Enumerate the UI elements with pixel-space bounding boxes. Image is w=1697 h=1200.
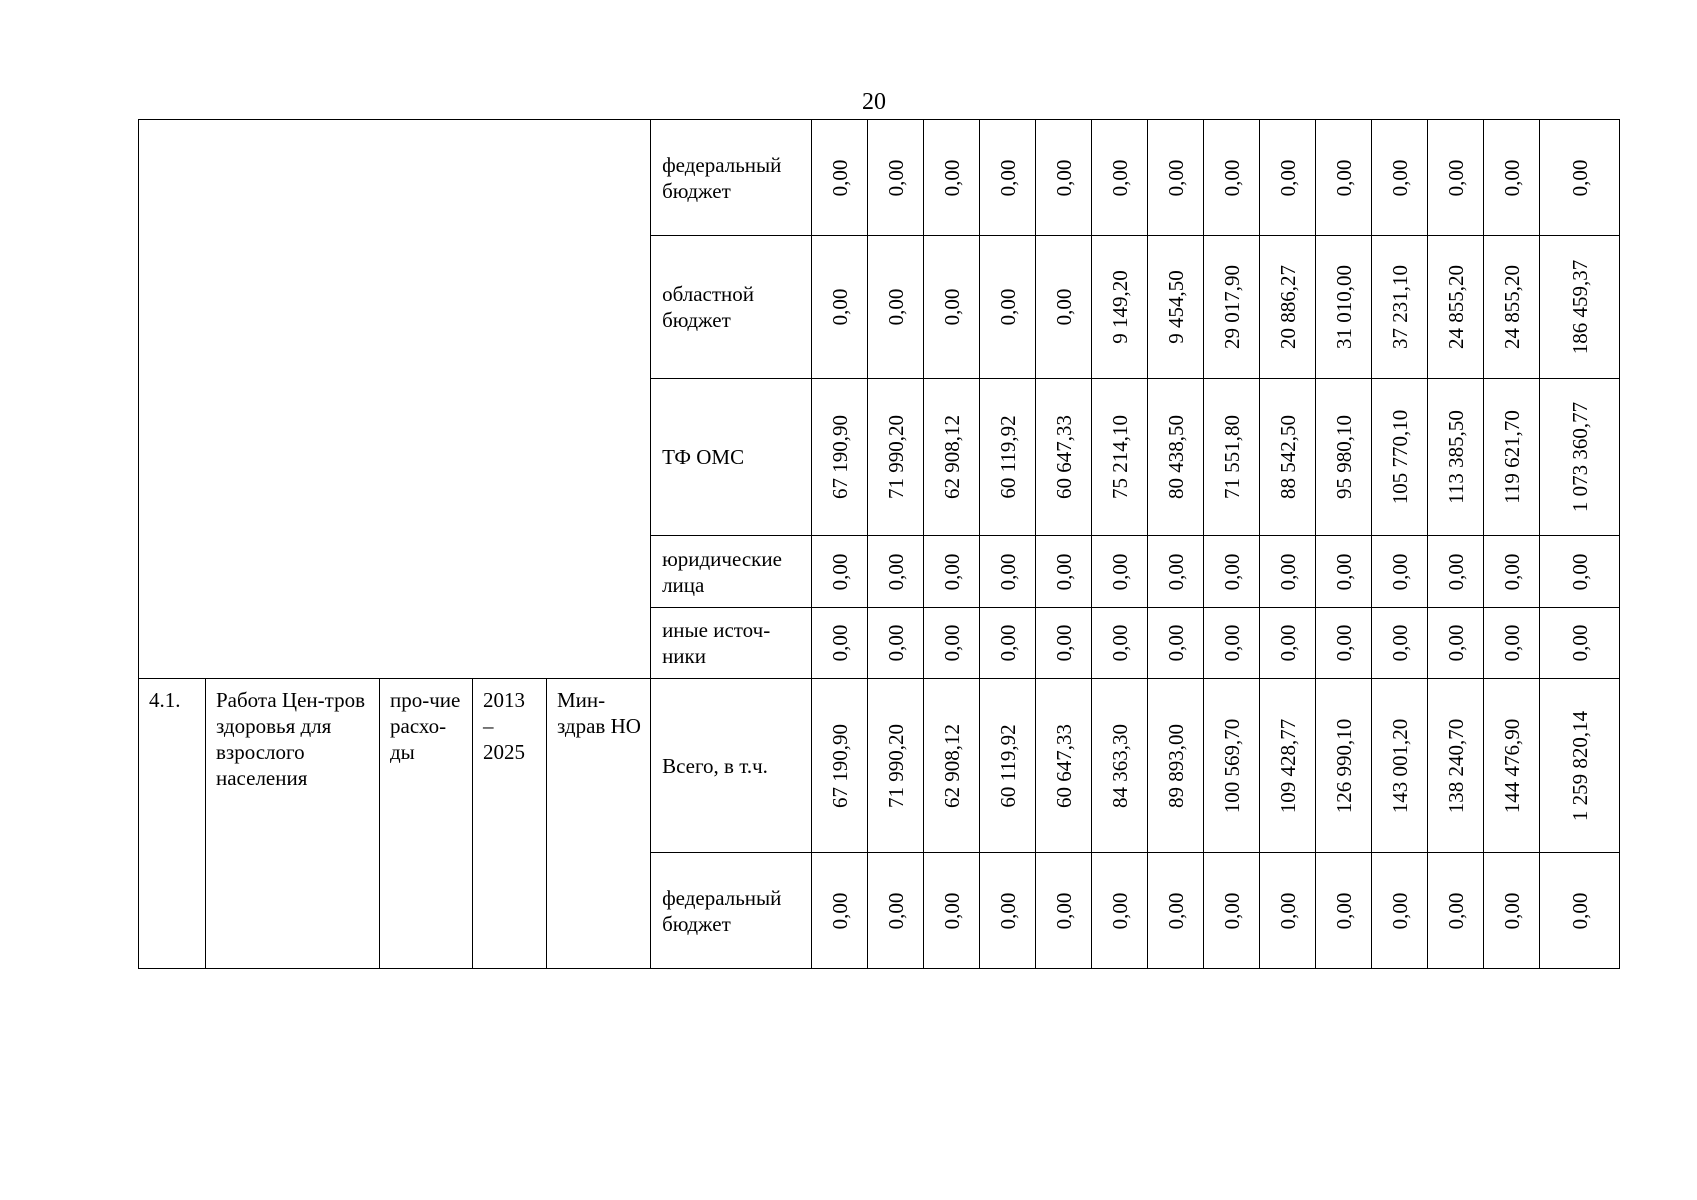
value-text: 0,00 bbox=[1219, 892, 1244, 929]
value-cell bbox=[1316, 679, 1372, 853]
value-text: 0,00 bbox=[1107, 553, 1132, 590]
value-cell bbox=[1148, 679, 1204, 853]
value-text: 0,00 bbox=[883, 159, 908, 196]
value-text: 0,00 bbox=[827, 892, 852, 929]
value-cell bbox=[868, 608, 924, 679]
item-number: 4.1. bbox=[139, 679, 206, 969]
value-text: 0,00 bbox=[1051, 892, 1076, 929]
value-text: 0,00 bbox=[1163, 892, 1188, 929]
value-text: 0,00 bbox=[995, 288, 1020, 326]
value-text: 71 551,80 bbox=[1219, 415, 1244, 499]
value-cell bbox=[1484, 608, 1540, 679]
value-text: 0,00 bbox=[827, 624, 852, 662]
value-cell bbox=[812, 679, 868, 853]
continued-blank-cell bbox=[139, 120, 651, 679]
value-text: 113 385,50 bbox=[1443, 410, 1468, 504]
value-text: 0,00 bbox=[1443, 624, 1468, 662]
value-text: 62 908,12 bbox=[939, 723, 964, 808]
value-text: 119 621,70 bbox=[1499, 410, 1524, 504]
value-text: 0,00 bbox=[1387, 553, 1412, 590]
value-text: 0,00 bbox=[1275, 553, 1300, 590]
value-text: 0,00 bbox=[1331, 892, 1356, 929]
value-cell bbox=[1204, 608, 1260, 679]
value-cell bbox=[924, 536, 980, 608]
value-cell bbox=[1260, 536, 1316, 608]
value-cell bbox=[1484, 536, 1540, 608]
value-text: 20 886,27 bbox=[1275, 265, 1300, 349]
value-cell bbox=[868, 853, 924, 969]
value-cell bbox=[1036, 536, 1092, 608]
value-text: 0,00 bbox=[995, 624, 1020, 662]
value-cell bbox=[1204, 679, 1260, 853]
value-text: 0,00 bbox=[1499, 159, 1524, 196]
value-cell bbox=[1484, 679, 1540, 853]
funding-source: областной бюджет bbox=[651, 236, 812, 379]
value-cell bbox=[1204, 536, 1260, 608]
value-cell bbox=[1204, 379, 1260, 536]
value-text: 0,00 bbox=[1567, 553, 1592, 590]
value-cell bbox=[1092, 236, 1148, 379]
value-cell bbox=[1428, 679, 1484, 853]
value-text: 1 073 360,77 bbox=[1567, 401, 1592, 513]
budget-table bbox=[138, 119, 1620, 969]
funding-source: ТФ ОМС bbox=[651, 379, 812, 536]
value-text: 186 459,37 bbox=[1567, 259, 1592, 355]
value-text: 0,00 bbox=[1051, 159, 1076, 196]
value-cell bbox=[1540, 236, 1620, 379]
value-text: 0,00 bbox=[1051, 288, 1076, 326]
value-cell bbox=[1372, 379, 1428, 536]
value-text: 24 855,20 bbox=[1499, 265, 1524, 349]
value-text: 0,00 bbox=[1275, 624, 1300, 662]
value-text: 0,00 bbox=[1387, 159, 1412, 196]
value-cell bbox=[924, 120, 980, 236]
value-text: 0,00 bbox=[995, 892, 1020, 929]
value-text: 0,00 bbox=[939, 159, 964, 196]
value-cell bbox=[812, 236, 868, 379]
value-cell bbox=[1260, 120, 1316, 236]
value-text: 0,00 bbox=[1443, 553, 1468, 590]
value-text: 1 259 820,14 bbox=[1567, 710, 1592, 821]
value-cell bbox=[924, 608, 980, 679]
value-cell bbox=[1316, 379, 1372, 536]
value-text: 0,00 bbox=[1275, 159, 1300, 196]
value-cell bbox=[1148, 120, 1204, 236]
value-cell bbox=[1036, 679, 1092, 853]
value-text: 126 990,10 bbox=[1331, 718, 1356, 813]
value-cell bbox=[1540, 536, 1620, 608]
value-cell bbox=[1540, 608, 1620, 679]
value-cell bbox=[1316, 853, 1372, 969]
funding-source: юридические лица bbox=[651, 536, 812, 608]
value-text: 29 017,90 bbox=[1219, 265, 1244, 349]
value-text: 0,00 bbox=[883, 892, 908, 929]
value-cell bbox=[1204, 236, 1260, 379]
value-cell bbox=[1148, 608, 1204, 679]
value-cell bbox=[1092, 853, 1148, 969]
value-text: 89 893,00 bbox=[1163, 723, 1188, 808]
value-cell bbox=[868, 679, 924, 853]
value-text: 0,00 bbox=[1051, 553, 1076, 590]
value-text: 75 214,10 bbox=[1107, 415, 1132, 499]
value-cell bbox=[1484, 853, 1540, 969]
expense-type: про-чие расхо-ды bbox=[380, 679, 473, 969]
value-cell bbox=[980, 608, 1036, 679]
page-number: 20 bbox=[862, 89, 886, 115]
value-text: 105 770,10 bbox=[1387, 409, 1412, 505]
value-text: 0,00 bbox=[939, 288, 964, 326]
value-text: 0,00 bbox=[1567, 159, 1592, 196]
value-cell bbox=[1428, 236, 1484, 379]
value-text: 0,00 bbox=[1443, 892, 1468, 929]
value-text: 71 990,20 bbox=[883, 723, 908, 808]
value-text: 67 190,90 bbox=[827, 415, 852, 499]
value-text: 0,00 bbox=[1499, 553, 1524, 590]
value-text: 0,00 bbox=[1331, 159, 1356, 196]
value-cell bbox=[980, 236, 1036, 379]
value-cell bbox=[1148, 379, 1204, 536]
value-cell bbox=[812, 120, 868, 236]
value-cell bbox=[1036, 379, 1092, 536]
value-text: 0,00 bbox=[1567, 892, 1592, 929]
value-text: 0,00 bbox=[1443, 159, 1468, 196]
value-text: 0,00 bbox=[1499, 892, 1524, 929]
value-cell bbox=[924, 379, 980, 536]
value-cell bbox=[868, 236, 924, 379]
value-text: 60 647,33 bbox=[1051, 723, 1076, 808]
value-cell bbox=[924, 679, 980, 853]
value-text: 0,00 bbox=[995, 159, 1020, 196]
value-text: 138 240,70 bbox=[1443, 718, 1468, 813]
value-cell bbox=[924, 853, 980, 969]
value-text: 144 476,90 bbox=[1499, 718, 1524, 813]
value-cell bbox=[1428, 608, 1484, 679]
value-text: 0,00 bbox=[995, 553, 1020, 590]
value-text: 0,00 bbox=[1219, 159, 1244, 196]
funding-source: иные источ-ники bbox=[651, 608, 812, 679]
table-row bbox=[139, 120, 1620, 236]
value-text: 0,00 bbox=[1163, 624, 1188, 662]
value-text: 95 980,10 bbox=[1331, 415, 1356, 499]
value-cell bbox=[1036, 120, 1092, 236]
value-cell bbox=[1260, 853, 1316, 969]
value-cell bbox=[1316, 608, 1372, 679]
value-text: 67 190,90 bbox=[827, 723, 852, 808]
value-cell bbox=[1484, 120, 1540, 236]
value-cell bbox=[1540, 379, 1620, 536]
value-cell bbox=[1428, 536, 1484, 608]
value-text: 0,00 bbox=[1387, 892, 1412, 929]
value-text: 0,00 bbox=[1331, 624, 1356, 662]
value-cell bbox=[1428, 853, 1484, 969]
item-period: 2013 – 2025 bbox=[473, 679, 547, 969]
value-cell bbox=[868, 120, 924, 236]
value-cell bbox=[1316, 120, 1372, 236]
value-text: 60 119,92 bbox=[995, 723, 1020, 808]
item-executor: Мин-здрав НО bbox=[547, 679, 651, 969]
value-text: 84 363,30 bbox=[1107, 723, 1132, 808]
value-text: 0,00 bbox=[827, 288, 852, 326]
value-cell bbox=[1092, 536, 1148, 608]
value-cell bbox=[1092, 120, 1148, 236]
value-cell bbox=[1204, 853, 1260, 969]
value-cell bbox=[1260, 679, 1316, 853]
value-text: 62 908,12 bbox=[939, 415, 964, 499]
value-cell bbox=[1540, 853, 1620, 969]
value-text: 0,00 bbox=[1163, 159, 1188, 196]
value-text: 0,00 bbox=[883, 288, 908, 326]
value-text: 0,00 bbox=[939, 624, 964, 662]
value-cell bbox=[1540, 679, 1620, 853]
value-text: 0,00 bbox=[1107, 159, 1132, 196]
value-cell bbox=[1036, 853, 1092, 969]
value-text: 100 569,70 bbox=[1219, 718, 1244, 813]
value-cell bbox=[1316, 236, 1372, 379]
value-cell bbox=[1036, 236, 1092, 379]
value-cell bbox=[1372, 120, 1428, 236]
value-cell bbox=[1036, 608, 1092, 679]
value-cell bbox=[1428, 379, 1484, 536]
value-cell bbox=[1092, 379, 1148, 536]
funding-source: федеральный бюджет bbox=[651, 853, 812, 969]
value-text: 9 149,20 bbox=[1107, 270, 1132, 344]
value-text: 0,00 bbox=[1219, 624, 1244, 662]
value-text: 9 454,50 bbox=[1163, 270, 1188, 344]
value-cell bbox=[1092, 608, 1148, 679]
value-text: 0,00 bbox=[883, 624, 908, 662]
value-cell bbox=[1484, 236, 1540, 379]
value-text: 0,00 bbox=[883, 553, 908, 590]
value-text: 0,00 bbox=[1499, 624, 1524, 662]
value-text: 0,00 bbox=[1051, 624, 1076, 662]
value-cell bbox=[1372, 853, 1428, 969]
value-cell bbox=[1540, 120, 1620, 236]
value-cell bbox=[1372, 608, 1428, 679]
funding-source: Всего, в т.ч. bbox=[651, 679, 812, 853]
value-cell bbox=[812, 853, 868, 969]
value-cell bbox=[868, 536, 924, 608]
value-text: 88 542,50 bbox=[1275, 415, 1300, 499]
value-cell bbox=[1260, 236, 1316, 379]
value-text: 71 990,20 bbox=[883, 415, 908, 499]
value-text: 0,00 bbox=[1163, 553, 1188, 590]
value-cell bbox=[1260, 608, 1316, 679]
value-cell bbox=[1148, 236, 1204, 379]
value-text: 0,00 bbox=[1107, 624, 1132, 662]
value-text: 0,00 bbox=[939, 892, 964, 929]
funding-source: федеральный бюджет bbox=[651, 120, 812, 236]
value-cell bbox=[980, 679, 1036, 853]
value-text: 24 855,20 bbox=[1443, 265, 1468, 349]
value-text: 0,00 bbox=[1387, 624, 1412, 662]
value-cell bbox=[980, 853, 1036, 969]
value-text: 60 647,33 bbox=[1051, 415, 1076, 499]
value-cell bbox=[1316, 536, 1372, 608]
value-text: 143 001,20 bbox=[1387, 718, 1412, 813]
value-text: 0,00 bbox=[1107, 892, 1132, 929]
item-name: Работа Цен-тров здоровья для взрослого населения bbox=[206, 679, 380, 969]
value-cell bbox=[1148, 536, 1204, 608]
value-cell bbox=[1372, 236, 1428, 379]
value-text: 109 428,77 bbox=[1275, 718, 1300, 813]
value-text: 31 010,00 bbox=[1331, 265, 1356, 349]
value-cell bbox=[1204, 120, 1260, 236]
value-text: 37 231,10 bbox=[1387, 265, 1412, 349]
value-cell bbox=[1484, 379, 1540, 536]
value-cell bbox=[980, 120, 1036, 236]
value-cell bbox=[812, 608, 868, 679]
value-text: 0,00 bbox=[1567, 624, 1592, 662]
value-text: 0,00 bbox=[827, 553, 852, 590]
value-cell bbox=[812, 536, 868, 608]
value-text: 0,00 bbox=[939, 553, 964, 590]
value-text: 0,00 bbox=[1275, 892, 1300, 929]
value-text: 80 438,50 bbox=[1163, 415, 1188, 499]
table-row bbox=[139, 679, 1620, 853]
value-cell bbox=[868, 379, 924, 536]
value-cell bbox=[980, 379, 1036, 536]
value-cell bbox=[1428, 120, 1484, 236]
value-cell bbox=[1260, 379, 1316, 536]
value-cell bbox=[812, 379, 868, 536]
value-cell bbox=[1092, 679, 1148, 853]
value-text: 0,00 bbox=[1219, 553, 1244, 590]
value-cell bbox=[924, 236, 980, 379]
value-text: 60 119,92 bbox=[995, 415, 1020, 499]
value-cell bbox=[1372, 536, 1428, 608]
value-cell bbox=[1148, 853, 1204, 969]
value-text: 0,00 bbox=[1331, 553, 1356, 590]
value-cell bbox=[980, 536, 1036, 608]
value-cell bbox=[1372, 679, 1428, 853]
value-text: 0,00 bbox=[827, 159, 852, 196]
